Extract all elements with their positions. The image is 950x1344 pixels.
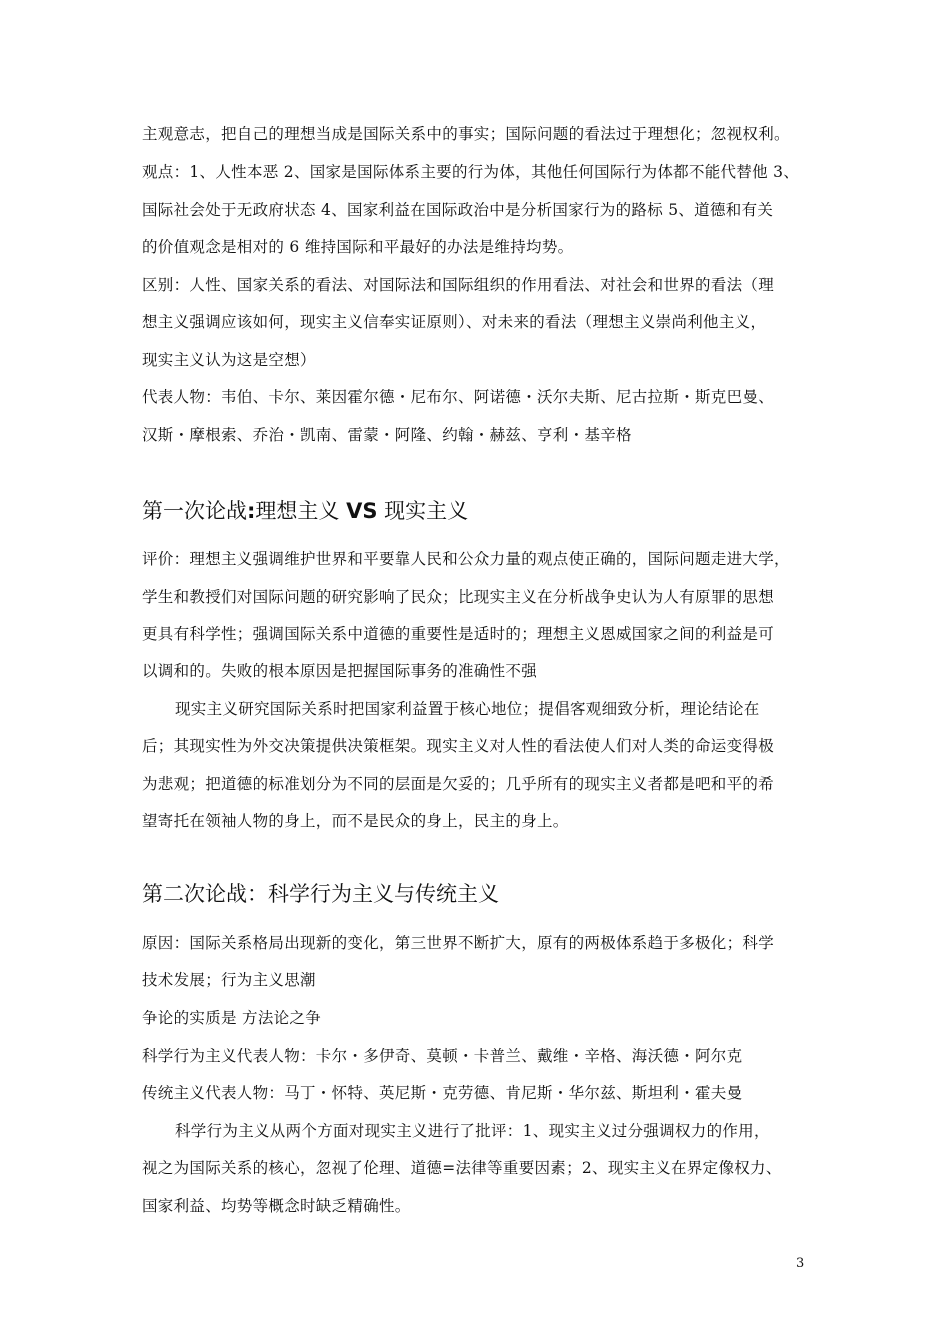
text-line: 现实主义认为这是空想） xyxy=(142,351,316,369)
text-line: 的价值观念是相对的 6 维持国际和平最好的办法是维持均势。 xyxy=(142,238,574,256)
text-line: 技术发展；行为主义思潮 xyxy=(142,971,316,989)
text-line: 想主义强调应该如何，现实主义信奉实证原则）、对未来的看法（理想主义崇尚利他主义， xyxy=(142,313,767,331)
text-line: 后；其现实性为外交决策提供决策框架。现实主义对人性的看法使人们对人类的命运变得极 xyxy=(142,737,775,755)
text-line: 代表人物：韦伯、卡尔、莱因霍尔德・尼布尔、阿诺德・沃尔夫斯、尼古拉斯・斯克巴曼、 xyxy=(142,388,775,406)
section-heading-first-debate xyxy=(142,497,810,525)
text-line: 视之为国际关系的核心，忽视了伦理、道德=法律等重要因素；2、现实主义在界定像权力、 xyxy=(142,1159,782,1177)
text-line: 学生和教授们对国际问题的研究影响了民众；比现实主义在分析战争史认为人有原罪的思想 xyxy=(142,588,775,606)
text-line: 国家利益、均势等概念时缺乏精确性。 xyxy=(142,1197,411,1215)
heading-colon: : xyxy=(247,499,256,523)
heading-text: 理想主义 xyxy=(255,499,347,523)
text-line: 以调和的。失败的根本原因是把握国际事务的准确性不强 xyxy=(142,662,538,680)
text-line: 区别：人性、国家关系的看法、对国际法和国际组织的作用看法、对社会和世界的看法（理 xyxy=(142,276,775,294)
heading-text: 现实主义 xyxy=(377,499,469,523)
text-line: 国际社会处于无政府状态 4、国家利益在国际政治中是分析国家行为的路标 5、道德和有关 xyxy=(142,201,774,219)
text-line-indented: 现实主义研究国际关系时把国家利益置于核心地位；提倡客观细致分析，理论结论在 xyxy=(175,700,760,718)
text-line: 原因：国际关系格局出现新的变化，第三世界不断扩大，原有的两极体系趋于多极化；科学 xyxy=(142,934,775,952)
heading-vs: VS xyxy=(346,499,378,523)
text-line: 为悲观；把道德的标准划分为不同的层面是欠妥的；几乎所有的现实主义者都是吧和平的希 xyxy=(142,775,775,793)
page-number: 3 xyxy=(796,1256,805,1271)
text-line: 传统主义代表人物：马丁・怀特、英尼斯・克劳德、肯尼斯・华尔兹、斯坦利・霍夫曼 xyxy=(142,1084,743,1102)
text-line: 科学行为主义代表人物：卡尔・多伊奇、莫顿・卡普兰、戴维・辛格、海沃德・阿尔克 xyxy=(142,1047,743,1065)
heading-text: 第一次论战 xyxy=(142,499,247,523)
text-line: 更具有科学性；强调国际关系中道德的重要性是适时的；理想主义恩威国家之间的利益是可 xyxy=(142,625,775,643)
text-line: 评价：理想主义强调维护世界和平要靠人民和公众力量的观点使正确的，国际问题走进大学， xyxy=(142,550,790,568)
text-line: 汉斯・摩根索、乔治・凯南、雷蒙・阿隆、约翰・赫兹、亨利・基辛格 xyxy=(142,426,632,444)
section-heading-second-debate: 第二次论战：科学行为主义与传统主义 xyxy=(142,882,499,906)
text-line: 主观意志，把自己的理想当成是国际关系中的事实；国际问题的看法过于理想化；忽视权利。 xyxy=(142,125,790,143)
text-line: 争论的实质是 方法论之争 xyxy=(142,1009,322,1027)
text-line: 观点：1、人性本恶 2、国家是国际体系主要的行为体，其他任何国际行为体都不能代替他 3、 xyxy=(142,163,800,181)
text-line: 望寄托在领袖人物的身上，而不是民众的身上，民主的身上。 xyxy=(142,812,569,830)
text-line-indented: 科学行为主义从两个方面对现实主义进行了批评：1、现实主义过分强调权力的作用， xyxy=(175,1122,770,1140)
